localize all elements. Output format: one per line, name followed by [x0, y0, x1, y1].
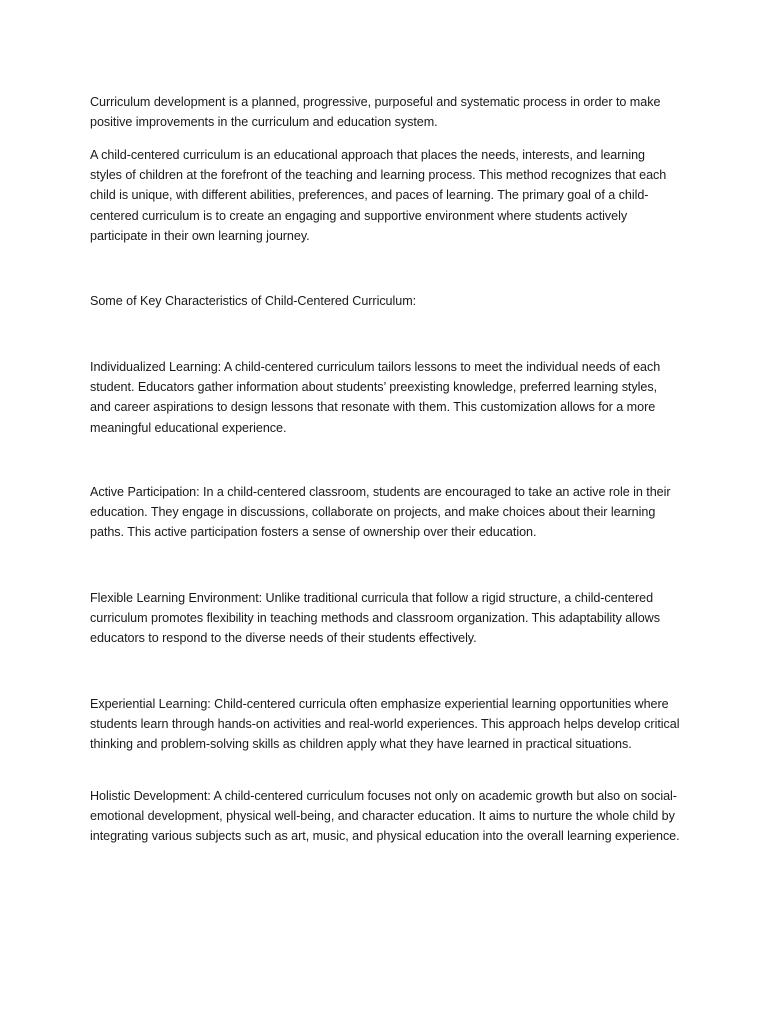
paragraph-individualized-learning: Individualized Learning: A child-centered curriculum tailors lessons to meet the individual needs of each student. Educators gather information about students’ preexisting knowledge, preferred learning styles, and career aspirations to design lessons that resonate with them. This customization allows for a more meaningful educational experience. [90, 360, 661, 435]
paragraph-experiential-learning: Experiential Learning: Child-centered curricula often emphasize experiential learning opportunities where students learn through hands-on activities and real-world experiences. This approach helps develop critical thinking and problem-solving skills as children apply what they have learned in practical situations. [90, 697, 680, 752]
paragraph-curriculum-development: Curriculum development is a planned, progressive, purposeful and systematic process in order to make positive improvements in the curriculum and education system. [90, 95, 661, 130]
paragraph-flexible-learning-environment: Flexible Learning Environment: Unlike traditional curricula that follow a rigid structure, a child-centered curriculum promotes flexibility in teaching methods and classroom organization. This adaptability allows educators to respond to the diverse needs of their students effectively. [90, 591, 660, 646]
paragraph-child-centered-definition: A child-centered curriculum is an educational approach that places the needs, interests, and learning styles of children at the forefront of the teaching and learning process. This method recognizes that each child is unique, with different abilities, preferences, and paces of learning. The primary goal of a child-centered curriculum is to create an engaging and supportive environment where students actively participate in their own learning journey. [90, 148, 667, 243]
paragraph-holistic-development: Holistic Development: A child-centered curriculum focuses not only on academic growth but also on social-emotional development, physical well-being, and character education. It aims to nurture the whole child by integrating various subjects such as art, music, and physical education into the overall learning experience. [90, 789, 680, 844]
section-heading-key-characteristics: Some of Key Characteristics of Child-Centered Curriculum: [90, 294, 417, 308]
paragraph-active-participation: Active Participation: In a child-centered classroom, students are encouraged to take an active role in their education. They engage in discussions, collaborate on projects, and make choices about their learning paths. This active participation fosters a sense of ownership over their education. [90, 485, 671, 540]
